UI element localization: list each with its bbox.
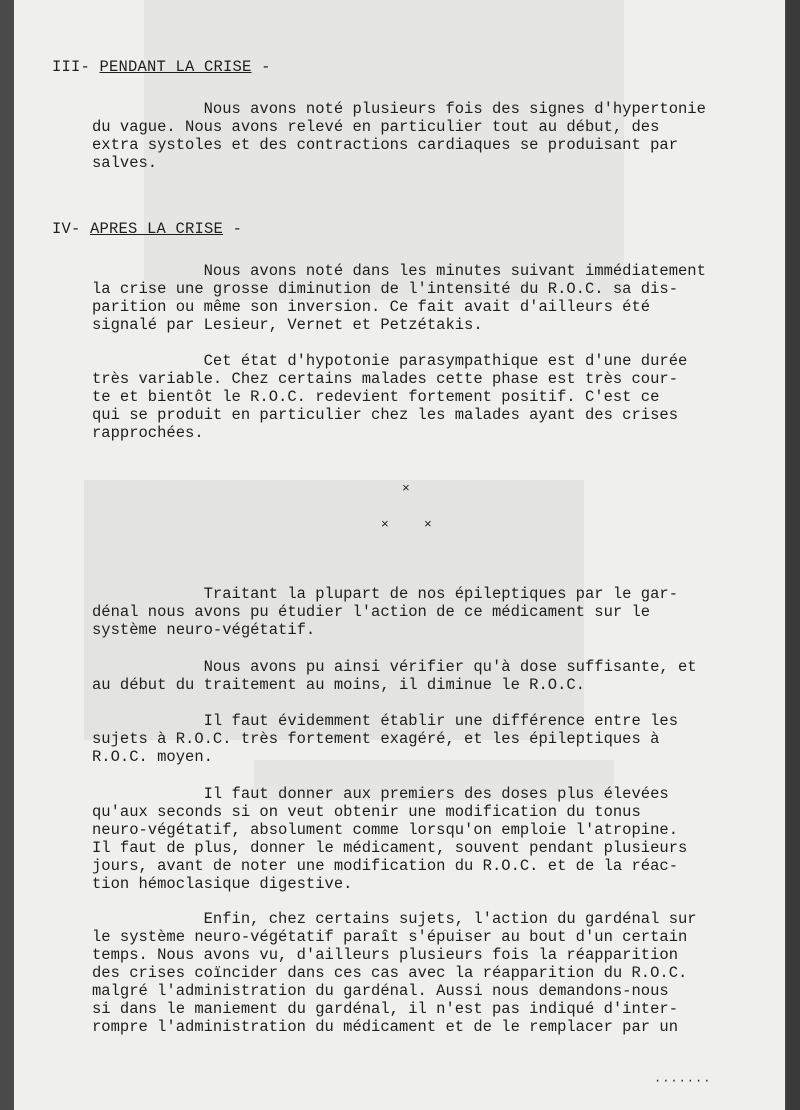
text-line: Nous avons noté plusieurs fois des signes d'hypertonie (92, 100, 706, 118)
paragraph (92, 262, 752, 334)
text-line: Il faut donner aux premiers des doses plus élevées (92, 785, 669, 803)
text-line: signalé par Lesieur, Vernet et Petzétakis. (92, 316, 483, 334)
text-line: des crises coïncider dans ces cas avec la réapparition du R.O.C. (92, 964, 688, 982)
scan-edge (786, 0, 800, 1110)
text-line: rapprochées. (92, 424, 204, 442)
paragraph (92, 712, 752, 766)
section-dash: - (232, 220, 243, 238)
text-line: Il faut de plus, donner le médicament, souvent pendant plusieurs (92, 839, 688, 857)
text-line: le système neuro-végétatif paraît s'épuiser au bout d'un certain (92, 928, 688, 946)
section-dash: - (261, 58, 271, 76)
text-line: extra systoles et des contractions cardiaques se produisant par (92, 136, 678, 154)
section-title: APRES LA CRISE (90, 220, 224, 238)
text-line: du vague. Nous avons relevé en particulier tout au début, des (92, 118, 660, 136)
paragraph (92, 910, 752, 1036)
paragraph (92, 100, 752, 172)
section-heading-apres-la-crise (52, 220, 242, 238)
text-line: dénal nous avons pu étudier l'action de ce médicament sur le (92, 603, 651, 621)
section-title: PENDANT LA CRISE (99, 58, 252, 76)
text-line: tion hémoclasique digestive. (92, 875, 353, 893)
section-number: III- (52, 58, 91, 76)
text-line: te et bientôt le R.O.C. redevient fortement positif. C'est ce (92, 388, 660, 406)
text-line: Nous avons pu ainsi vérifier qu'à dose suffisante, et (92, 658, 697, 676)
paragraph (92, 585, 752, 639)
separator-cross: × (381, 517, 389, 532)
text-line: neuro-végétatif, absolument comme lorsqu'on emploie l'atropine. (92, 821, 678, 839)
section-number: IV- (52, 220, 81, 238)
paragraph (92, 352, 752, 442)
text-line: la crise une grosse diminution de l'intensité du R.O.C. sa dis- (92, 280, 678, 298)
separator-cross: × (402, 481, 410, 496)
text-line: Traitant la plupart de nos épileptiques par le gar- (92, 585, 678, 603)
text-line: jours, avant de noter une modification du R.O.C. et de la réac- (92, 857, 678, 875)
text-line: Il faut évidemment établir une différence entre les (92, 712, 678, 730)
section-heading-pendant-la-crise (52, 58, 271, 76)
text-line: Nous avons noté dans les minutes suivant immédiatement (92, 262, 706, 280)
document-page (14, 0, 785, 1110)
text-line: R.O.C. moyen. (92, 748, 213, 766)
text-line: au début du traitement au moins, il diminue le R.O.C. (92, 676, 585, 694)
text-line: salves. (92, 154, 158, 172)
text-line: qu'aux seconds si on veut obtenir une modification du tonus (92, 803, 641, 821)
text-line: parition ou même son inversion. Ce fait avait d'ailleurs été (92, 298, 651, 316)
text-line: rompre l'administration du médicament et de le remplacer par un (92, 1018, 678, 1036)
paragraph (92, 658, 752, 694)
text-line: qui se produit en particulier chez les malades ayant des crises (92, 406, 678, 424)
text-line: malgré l'administration du gardénal. Aussi nous demandons-nous (92, 982, 669, 1000)
continuation-dots: ······· (654, 1074, 712, 1088)
paragraph (92, 785, 752, 893)
text-line: système neuro-végétatif. (92, 621, 316, 639)
text-line: temps. Nous avons vu, d'ailleurs plusieurs fois la réapparition (92, 946, 678, 964)
text-line: sujets à R.O.C. très fortement exagéré, et les épileptiques à (92, 730, 660, 748)
text-line: très variable. Chez certains malades cette phase est très cour- (92, 370, 678, 388)
text-line: Enfin, chez certains sujets, l'action du gardénal sur (92, 910, 697, 928)
separator-cross: × (424, 517, 432, 532)
text-line: si dans le maniement du gardénal, il n'est pas indiqué d'inter- (92, 1000, 678, 1018)
text-line: Cet état d'hypotonie parasympathique est d'une durée (92, 352, 688, 370)
